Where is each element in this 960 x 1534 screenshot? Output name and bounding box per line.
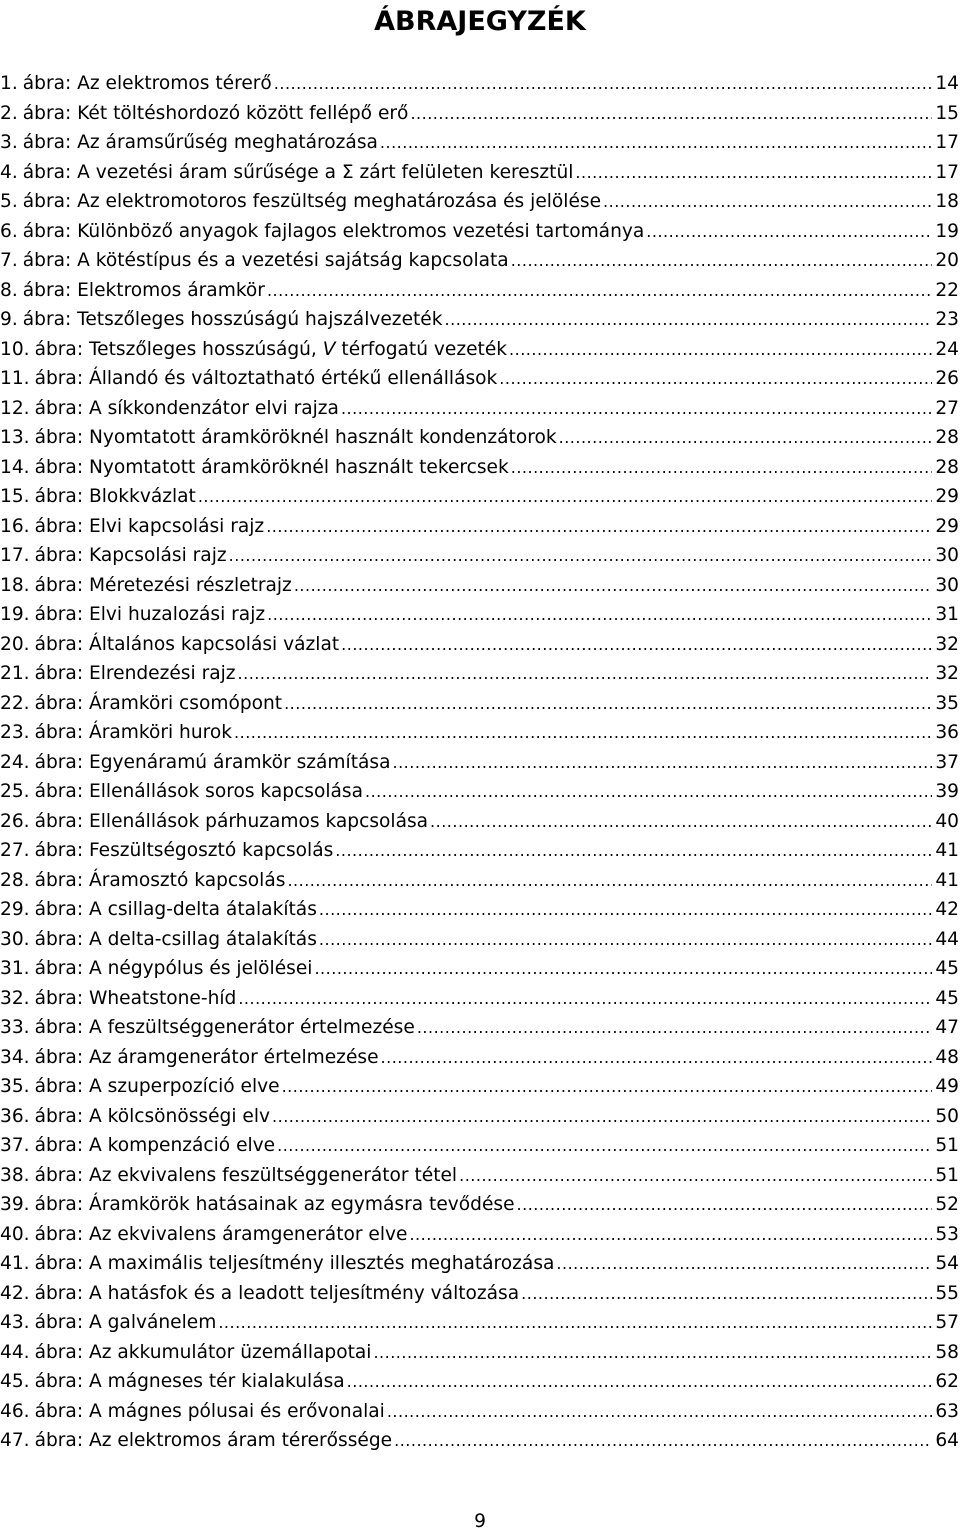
- toc-entry-number: 11.: [0, 368, 30, 389]
- toc-entry-label: ábra: A mágneses tér kialakulása: [34, 1371, 345, 1392]
- toc-entry-page: 26: [935, 368, 959, 389]
- toc-entry-number: 38.: [0, 1164, 30, 1186]
- toc-entry[interactable]: [0, 364, 959, 394]
- toc-entry-page: 54: [935, 1253, 959, 1274]
- toc-entry-number: 28.: [0, 869, 30, 891]
- toc-entry-label: ábra: A galvánelem: [34, 1312, 217, 1333]
- toc-entry[interactable]: [0, 1279, 959, 1309]
- toc-entry-number: 25.: [0, 781, 30, 802]
- toc-entry-number: 2.: [0, 102, 18, 124]
- toc-entry[interactable]: [0, 394, 959, 424]
- toc-entry[interactable]: [0, 925, 959, 955]
- dot-leader: [238, 984, 932, 1014]
- toc-entry[interactable]: [0, 1043, 959, 1073]
- toc-entry-number: 19.: [0, 604, 30, 625]
- toc-entry-label: ábra: A szuperpozíció elve: [34, 1076, 280, 1097]
- toc-entry-number: 35.: [0, 1076, 30, 1097]
- toc-entry-number: 43.: [0, 1312, 30, 1333]
- toc-entry[interactable]: [0, 984, 959, 1014]
- toc-entry-label: ábra: A négypólus és jelölései: [34, 958, 313, 979]
- toc-entry-number: 20.: [0, 633, 30, 655]
- toc-entry[interactable]: [0, 1426, 959, 1456]
- toc-entry-page: 49: [935, 1076, 959, 1097]
- toc-entry-page: 15: [935, 102, 959, 124]
- toc-entry[interactable]: [0, 453, 959, 483]
- dot-leader: [319, 895, 932, 925]
- toc-entry-page: 28: [935, 427, 959, 448]
- dot-leader: [387, 1397, 933, 1427]
- toc-entry[interactable]: [0, 1338, 959, 1368]
- toc-entry-number: 34.: [0, 1046, 30, 1068]
- toc-entry-page: 30: [935, 545, 959, 566]
- toc-entry[interactable]: [0, 187, 959, 217]
- toc-entry-label: ábra: Ellenállások soros kapcsolása: [34, 781, 363, 802]
- toc-entry-page: 45: [935, 987, 959, 1009]
- toc-entry[interactable]: [0, 630, 959, 660]
- toc-entry-label: ábra: Elektromos áramkör: [22, 279, 265, 301]
- dot-leader: [459, 1161, 932, 1191]
- toc-entry-number: 42.: [0, 1282, 30, 1304]
- toc-entry-number: 9.: [0, 309, 18, 330]
- dot-leader: [347, 1367, 933, 1397]
- dot-leader: [511, 453, 933, 483]
- toc-entry-number: 13.: [0, 427, 30, 448]
- dot-leader: [218, 1308, 932, 1338]
- toc-entry-label: ábra: A feszültséggenerátor értelmezése: [34, 1017, 415, 1038]
- toc-entry-label: ábra: A kötéstípus és a vezetési sajátság kapcsolata: [22, 250, 509, 271]
- toc-entry[interactable]: [0, 689, 959, 719]
- toc-entry-page: 51: [935, 1164, 959, 1186]
- dot-leader: [499, 364, 932, 394]
- toc-entry-label: ábra: Egyenáramú áramkör számítása: [34, 751, 391, 773]
- dot-leader: [341, 630, 932, 660]
- toc-entry-page: 32: [935, 633, 959, 655]
- toc-entry[interactable]: [0, 217, 959, 247]
- toc-entry-label: ábra: Az elektromotoros feszültség meghatározása és jelölése: [22, 191, 602, 212]
- toc-entry-number: 21.: [0, 663, 30, 684]
- toc-entry[interactable]: [0, 305, 959, 335]
- toc-entry-page: 19: [935, 220, 959, 242]
- toc-entry-label: ábra: A mágnes pólusai és erővonalai: [34, 1400, 385, 1422]
- toc-entry-number: 15.: [0, 486, 30, 507]
- dot-leader: [284, 689, 932, 719]
- toc-entry-number: 6.: [0, 220, 18, 242]
- toc-entry-page: 39: [935, 781, 959, 802]
- toc-entry-page: 36: [935, 722, 959, 743]
- toc-entry-number: 14.: [0, 456, 30, 478]
- toc-entry-page: 41: [935, 869, 959, 891]
- dot-leader: [282, 1072, 933, 1102]
- dot-leader: [234, 718, 932, 748]
- toc-entry-label: ábra: A delta-csillag átalakítás: [34, 928, 317, 950]
- toc-entry-label: [35, 335, 507, 365]
- toc-entry[interactable]: [0, 99, 959, 129]
- toc-entry-page: 58: [935, 1341, 959, 1363]
- toc-entry-number: 16.: [0, 515, 30, 537]
- toc-entry[interactable]: [0, 836, 959, 866]
- toc-entry-label: ábra: Az elektromos áram térerőssége: [34, 1430, 393, 1451]
- toc-entry-label: ábra: A hatásfok és a leadott teljesítmény változása: [34, 1282, 520, 1304]
- toc-entry-number: 27.: [0, 840, 30, 861]
- dot-leader: [277, 1131, 932, 1161]
- dot-leader: [392, 748, 932, 778]
- toc-entry-number: 36.: [0, 1105, 30, 1127]
- dot-leader: [417, 1013, 933, 1043]
- toc-entry-label-part: térfogatú vezeték: [335, 338, 508, 360]
- toc-entry-label: ábra: Áramköri hurok: [34, 722, 233, 743]
- toc-entry-label: ábra: A vezetési áram sűrűsége a Σ zárt felületen keresztül: [22, 161, 574, 183]
- toc-entry[interactable]: [0, 482, 959, 512]
- dot-leader: [229, 541, 933, 571]
- toc-entry-page: 50: [935, 1105, 959, 1127]
- toc-entry-label: ábra: Tetszőleges hosszúságú hajszálvezeték: [22, 309, 443, 330]
- toc-entry-page: 29: [935, 515, 959, 537]
- dot-leader: [517, 1190, 933, 1220]
- dot-leader: [556, 1249, 932, 1279]
- toc-entry[interactable]: [0, 335, 959, 365]
- toc-entry-label: ábra: A síkkondenzátor elvi rajza: [34, 397, 339, 419]
- toc-entry-page: 28: [935, 456, 959, 478]
- toc-entry-page: 32: [935, 663, 959, 684]
- toc-entry-page: 53: [935, 1223, 959, 1245]
- toc-entry-number: 12.: [0, 397, 30, 419]
- toc-entry[interactable]: [0, 600, 959, 630]
- toc-entry-label: ábra: A kölcsönösségi elv: [34, 1105, 271, 1127]
- toc-entry[interactable]: [0, 1397, 959, 1427]
- toc-entry[interactable]: [0, 1102, 959, 1132]
- toc-entry-number: 30.: [0, 928, 30, 950]
- toc-entry-label: ábra: Méretezési részletrajz: [34, 574, 292, 596]
- toc-entry-label: ábra: Két töltéshordozó között fellépő erő: [22, 102, 409, 124]
- dot-leader: [511, 246, 933, 276]
- toc-entry-label: ábra: Elvi huzalozási rajz: [34, 604, 266, 625]
- toc-entry-label: ábra: Különböző anyagok fajlagos elektromos vezetési tartománya: [22, 220, 645, 242]
- dot-leader: [319, 925, 932, 955]
- toc-entry[interactable]: [0, 276, 959, 306]
- toc-entry-label: ábra: Elrendezési rajz: [34, 663, 236, 684]
- toc-entry-label: ábra: Ellenállások párhuzamos kapcsolása: [34, 810, 429, 832]
- dot-leader: [410, 99, 932, 129]
- toc-entry-page: 63: [935, 1400, 959, 1422]
- dot-leader: [409, 1220, 932, 1250]
- dot-leader: [575, 158, 932, 188]
- toc-entry-number: 22.: [0, 692, 30, 714]
- toc-entry-number: 33.: [0, 1017, 30, 1038]
- toc-entry[interactable]: [0, 128, 959, 158]
- toc-entry-number: 46.: [0, 1400, 30, 1422]
- toc-entry-label: ábra: Kapcsolási rajz: [34, 545, 227, 566]
- toc-entry[interactable]: [0, 718, 959, 748]
- toc-entry-number: 45.: [0, 1371, 30, 1392]
- dot-leader: [198, 482, 932, 512]
- toc-entry-page: 29: [935, 486, 959, 507]
- toc-entry-page: 30: [935, 574, 959, 596]
- toc-entry[interactable]: [0, 659, 959, 689]
- dot-leader: [381, 1043, 933, 1073]
- toc-entry-number: 39.: [0, 1194, 30, 1215]
- toc-entry-label: ábra: Áramkörök hatásainak az egymásra tevődése: [34, 1194, 515, 1215]
- toc-entry[interactable]: [0, 748, 959, 778]
- toc-entry[interactable]: [0, 954, 959, 984]
- toc-entry-page: 24: [935, 338, 959, 360]
- dot-leader: [267, 600, 932, 630]
- toc-entry-number: 3.: [0, 132, 18, 153]
- toc-entry-page: 41: [935, 840, 959, 861]
- toc-entry[interactable]: [0, 1367, 959, 1397]
- toc-entry-label: ábra: Az elektromos térerő: [22, 73, 272, 94]
- toc-entry-number: 5.: [0, 191, 18, 212]
- toc-entry[interactable]: [0, 423, 959, 453]
- toc-entry-page: 35: [935, 692, 959, 714]
- toc-entry-label: ábra: Nyomtatott áramköröknél használt kondenzátorok: [34, 427, 557, 448]
- toc-entry[interactable]: [0, 1220, 959, 1250]
- toc-entry[interactable]: [0, 1308, 959, 1338]
- dot-leader: [238, 659, 933, 689]
- toc-entry-label: ábra: Állandó és változtatható értékű ellenállások: [34, 368, 498, 389]
- toc-entry[interactable]: [0, 1131, 959, 1161]
- toc-entry-page: 55: [935, 1282, 959, 1304]
- toc-entry-number: 26.: [0, 810, 30, 832]
- toc-entry-label: ábra: Áramköri csomópont: [34, 692, 283, 714]
- dot-leader: [559, 423, 933, 453]
- toc-entry-page: 45: [935, 958, 959, 979]
- dot-leader: [267, 276, 932, 306]
- toc-entry-label: ábra: Általános kapcsolási vázlat: [34, 633, 340, 655]
- toc-entry-number: 47.: [0, 1430, 30, 1451]
- dot-leader: [266, 512, 932, 542]
- toc-entry[interactable]: [0, 1013, 959, 1043]
- toc-entry[interactable]: [0, 777, 959, 807]
- dot-leader: [394, 1426, 932, 1456]
- toc-entry-number: 17.: [0, 545, 30, 566]
- page-number: 9: [474, 1511, 486, 1532]
- toc-entry[interactable]: [0, 807, 959, 837]
- dot-leader: [646, 217, 932, 247]
- toc-entry[interactable]: [0, 1161, 959, 1191]
- toc-entry-label-part: ábra: Tetszőleges hosszúságú,: [34, 338, 323, 360]
- toc-entry-number: 44.: [0, 1341, 30, 1363]
- toc-entry-page: 44: [935, 928, 959, 950]
- toc-entry-label: ábra: Az áramsűrűség meghatározása: [22, 132, 378, 153]
- toc-entry-label: ábra: A kompenzáció elve: [34, 1135, 276, 1156]
- toc-entry-number: 32.: [0, 987, 30, 1009]
- page-title: ÁBRAJEGYZÉK: [374, 6, 586, 37]
- toc-entry-number: 8.: [0, 279, 18, 301]
- toc-entry-number: 18.: [0, 574, 30, 596]
- dot-leader: [274, 69, 933, 99]
- toc-entry-page: 64: [935, 1430, 959, 1451]
- toc-entry[interactable]: [0, 512, 959, 542]
- toc-entry-label: ábra: Az ekvivalens áramgenerátor elve: [34, 1223, 408, 1245]
- toc-entry-page: 14: [935, 73, 959, 94]
- dot-leader: [272, 1102, 932, 1132]
- dot-leader: [603, 187, 932, 217]
- toc-entry-page: 31: [935, 604, 959, 625]
- toc-entry-number: 4.: [0, 161, 18, 183]
- toc-entry-page: 20: [935, 250, 959, 271]
- dot-leader: [509, 335, 932, 365]
- toc-entry-label: ábra: Az akkumulátor üzemállapotai: [34, 1341, 372, 1363]
- toc-entry-page: 57: [935, 1312, 959, 1333]
- toc-entry[interactable]: [0, 866, 959, 896]
- toc-entry-label: ábra: A maximális teljesítmény illesztés meghatározása: [34, 1253, 555, 1274]
- toc-entry-page: 23: [935, 309, 959, 330]
- toc-entry-number: 1.: [0, 73, 18, 94]
- toc-entry-number: 37.: [0, 1135, 30, 1156]
- toc-entry[interactable]: [0, 571, 959, 601]
- toc-entry-page: 62: [935, 1371, 959, 1392]
- dot-leader: [287, 866, 932, 896]
- dot-leader: [380, 128, 932, 158]
- toc-entry-page: 17: [935, 132, 959, 153]
- toc-entry-page: 47: [935, 1017, 959, 1038]
- toc-entry-label: ábra: Nyomtatott áramköröknél használt tekercsek: [34, 456, 509, 478]
- toc-entry-number: 10.: [0, 338, 30, 360]
- toc-entry-number: 7.: [0, 250, 18, 271]
- toc-entry-label: ábra: Áramosztó kapcsolás: [34, 869, 286, 891]
- toc-entry-page: 51: [935, 1135, 959, 1156]
- dot-leader: [294, 571, 933, 601]
- dot-leader: [373, 1338, 932, 1368]
- dot-leader: [335, 836, 932, 866]
- dot-leader: [445, 305, 933, 335]
- toc-entry-page: 27: [935, 397, 959, 419]
- toc-entry[interactable]: [0, 246, 959, 276]
- dot-leader: [430, 807, 932, 837]
- toc-entry[interactable]: [0, 1072, 959, 1102]
- toc-entry-number: 31.: [0, 958, 30, 979]
- toc-entry-number: 23.: [0, 722, 30, 743]
- toc-entry[interactable]: [0, 69, 959, 99]
- toc-entry-page: 17: [935, 161, 959, 183]
- toc-entry-number: 29.: [0, 899, 30, 920]
- toc-entry[interactable]: [0, 1249, 959, 1279]
- toc-entry-page: 22: [935, 279, 959, 301]
- toc-entry-number: 40.: [0, 1223, 30, 1245]
- toc-entry-page: 52: [935, 1194, 959, 1215]
- toc-entry[interactable]: [0, 895, 959, 925]
- toc-entry-label-italic: V: [322, 338, 336, 360]
- table-of-figures: [0, 69, 959, 1456]
- dot-leader: [314, 954, 932, 984]
- toc-entry[interactable]: [0, 158, 959, 188]
- toc-entry-label: ábra: Az áramgenerátor értelmezése: [34, 1046, 379, 1068]
- toc-entry[interactable]: [0, 1190, 959, 1220]
- toc-entry-page: 18: [935, 191, 959, 212]
- toc-entry-label: ábra: Blokkvázlat: [34, 486, 196, 507]
- toc-entry[interactable]: [0, 541, 959, 571]
- dot-leader: [341, 394, 932, 424]
- toc-entry-label: ábra: Feszültségosztó kapcsolás: [34, 840, 334, 861]
- toc-entry-label: ábra: Elvi kapcsolási rajz: [34, 515, 265, 537]
- toc-entry-page: 37: [935, 751, 959, 773]
- toc-entry-page: 42: [935, 899, 959, 920]
- toc-entry-label: ábra: A csillag-delta átalakítás: [34, 899, 317, 920]
- dot-leader: [365, 777, 932, 807]
- toc-entry-label: ábra: Az ekvivalens feszültséggenerátor tétel: [34, 1164, 458, 1186]
- toc-entry-number: 41.: [0, 1253, 30, 1274]
- toc-entry-page: 48: [935, 1046, 959, 1068]
- toc-entry-label: ábra: Wheatstone-híd: [34, 987, 237, 1009]
- toc-entry-number: 24.: [0, 751, 30, 773]
- toc-entry-page: 40: [935, 810, 959, 832]
- dot-leader: [521, 1279, 932, 1309]
